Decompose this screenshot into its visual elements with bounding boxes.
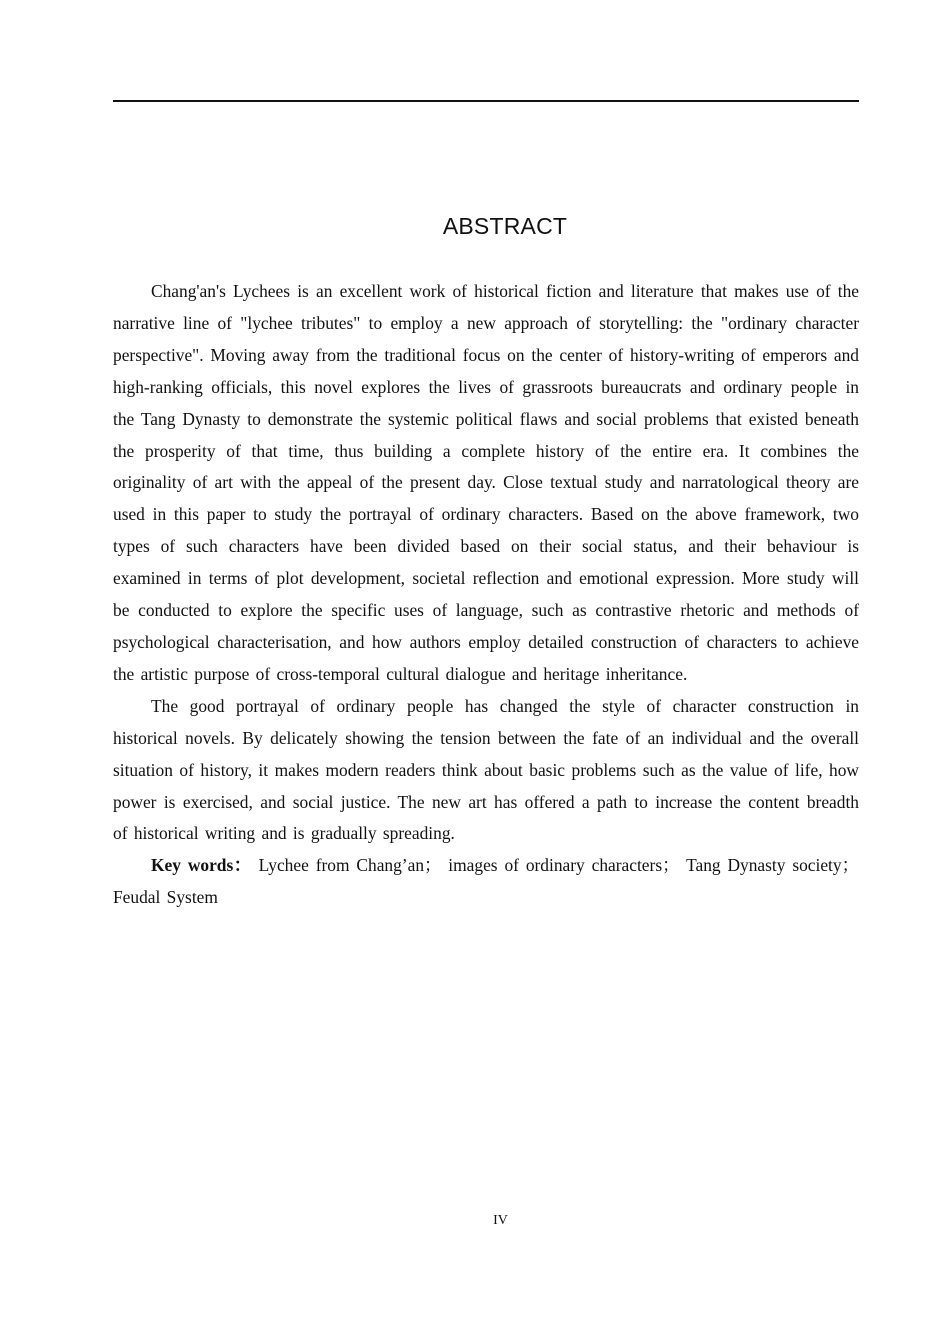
keyword-item: Feudal System bbox=[113, 887, 218, 908]
keywords-line bbox=[113, 850, 859, 914]
keyword-item: Tang Dynasty society； bbox=[686, 855, 859, 876]
abstract-body bbox=[113, 276, 859, 914]
keywords-label: Key words： bbox=[151, 855, 252, 876]
page-title: ABSTRACT bbox=[442, 213, 568, 239]
abstract-paragraph-2: The good portrayal of ordinary people has changed the style of character construction in historical novels. By delicately showing the tension between the fate of an individual and the overall situation of history, it makes modern readers think about basic problems such as the value of life, how power is exercised, and social justice. The new art has offered a path to increase the content breadth of historical writing and is gradually spreading. bbox=[113, 695, 859, 844]
keyword-item: images of ordinary characters； bbox=[448, 855, 680, 876]
page-number: IV bbox=[493, 1213, 508, 1228]
header-rule bbox=[113, 100, 859, 102]
keyword-item: Lychee from Chang’an； bbox=[258, 855, 442, 876]
abstract-paragraph-1: Chang'an's Lychees is an excellent work of historical fiction and literature that makes use of the narrative line of "lychee tributes" to employ a new approach of storytelling: the "ordinary character perspective". Moving away from the traditional focus on the center of history-writing of emperors and high-ranking officials, this novel explores the lives of grassroots bureaucrats and ordinary people in the Tang Dynasty to demonstrate the systemic political flaws and social problems that existed beneath the prosperity of that time, thus building a complete history of the entire era. It combines the originality of art with the appeal of the present day. Close textual study and narratological theory are used in this paper to study the portrayal of ordinary characters. Based on the above framework, two types of such characters have been divided based on their social status, and their behaviour is examined in terms of plot development, societal reflection and emotional expression. More study will be conducted to explore the specific uses of language, such as contrastive rhetoric and methods of psychological characterisation, and how authors employ detailed construction of characters to achieve the artistic purpose of cross-temporal cultural dialogue and heritage inheritance. bbox=[113, 281, 859, 684]
